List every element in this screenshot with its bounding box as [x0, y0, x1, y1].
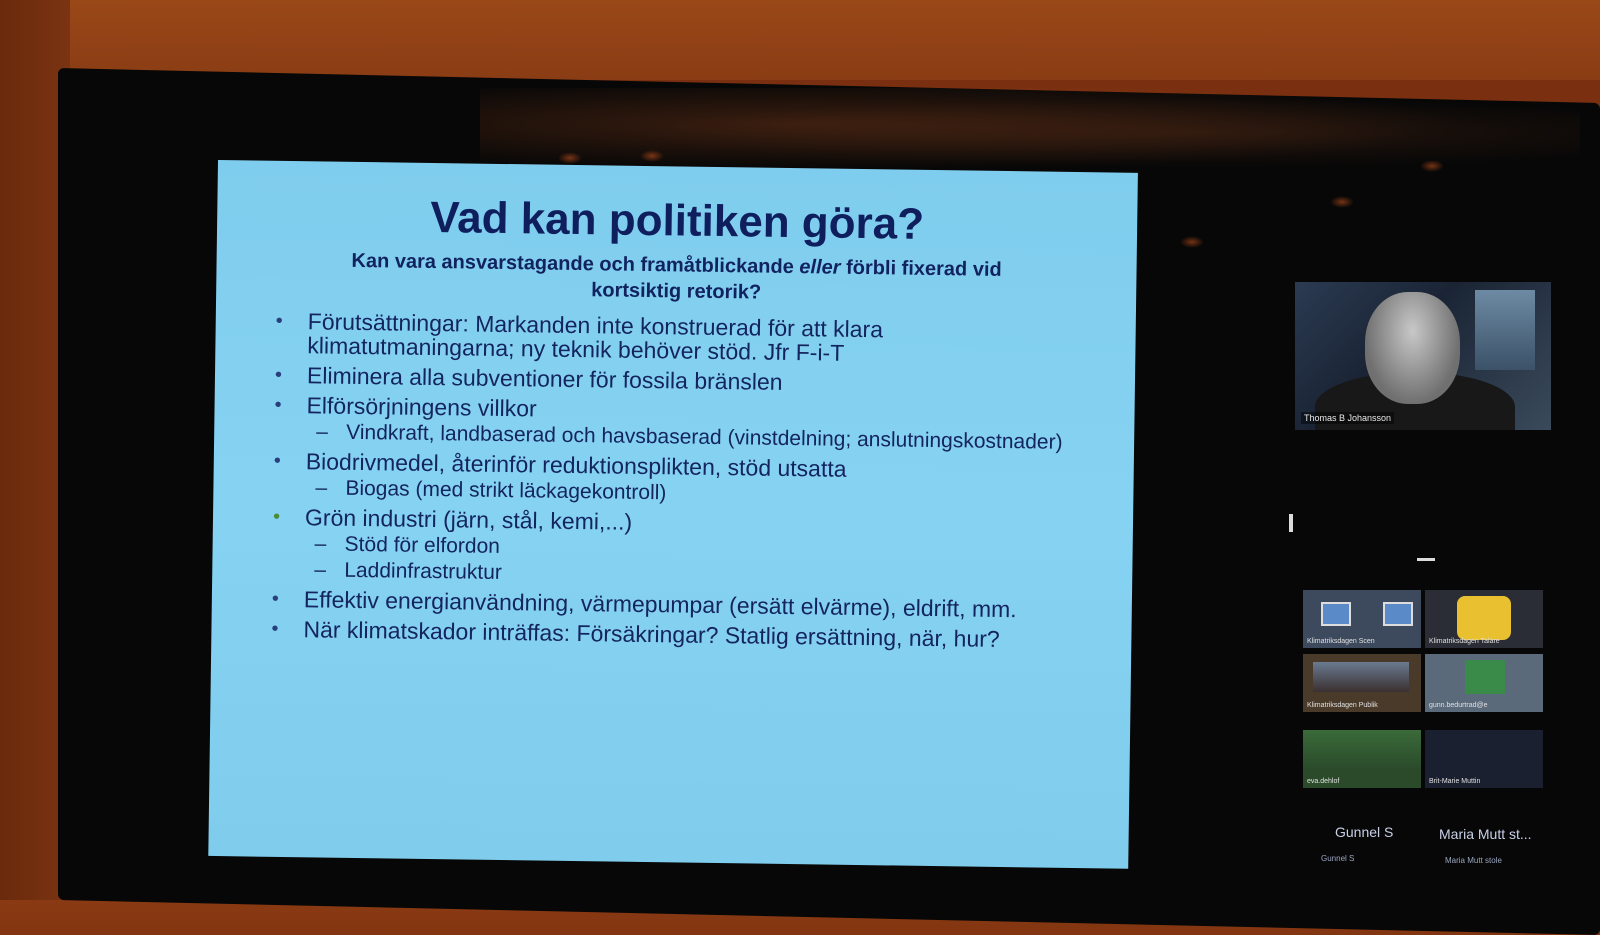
- screen-icon: [1321, 602, 1351, 626]
- bullet-list: [271, 309, 1076, 652]
- bullet-text: Biodrivmedel, återinför reduktionsplikten, stöd utsatta: [305, 448, 847, 482]
- speaker-head: [1365, 292, 1460, 404]
- speaker-video[interactable]: [1295, 282, 1551, 430]
- reflection-light: [640, 150, 664, 162]
- presentation-slide: [208, 160, 1138, 869]
- sub-bullet-item: – Laddinfrastruktur: [304, 559, 1072, 592]
- logo-icon: [1457, 596, 1511, 640]
- bullet-item: • Effektiv energianvändning, värmepumpar (ersätt elvärme), eldrift, mm.: [272, 587, 1072, 622]
- bullet-item: [272, 505, 1073, 592]
- participant-name: gunn.bedurtrad@e: [1429, 702, 1488, 709]
- bullet-item: • Eliminera alla subventioner för fossila bränslen: [275, 363, 1075, 398]
- participant-thumb[interactable]: [1425, 654, 1543, 712]
- participant-thumb[interactable]: [1303, 730, 1421, 788]
- background-window: [1475, 290, 1535, 370]
- reflection-light: [1330, 196, 1354, 208]
- ui-mark: [1417, 558, 1435, 561]
- audience-image: [1313, 662, 1409, 692]
- wall-top: [0, 0, 1600, 80]
- sub-bullet-item: – Biogas (med strikt läckagekontroll): [305, 477, 1073, 510]
- garden-image: [1303, 730, 1421, 770]
- person-image: [1465, 660, 1505, 694]
- participant-name: eva.dehlof: [1307, 778, 1340, 785]
- subtitle-part: Kan vara ansvarstagande och framåtblickande: [351, 249, 800, 279]
- subtitle-part: förbli fixerad vid kortsiktig retorik?: [591, 256, 1002, 304]
- bullet-item: [273, 449, 1074, 510]
- participant-label: Maria Mutt st...: [1439, 826, 1532, 842]
- participant-name: Brit-Marie Muttin: [1429, 778, 1481, 785]
- participant-name: Klimatriksdagen Publik: [1307, 702, 1378, 709]
- speaker-name: Thomas B Johansson: [1301, 412, 1394, 424]
- bullet-item: • Förutsättningar: Markanden inte konstruerad för att klara klimatutmaningarna; ny teknik behöver stöd. Jfr F-i-T: [275, 309, 1076, 368]
- participant-name: Klimatriksdagen Scen: [1307, 638, 1375, 645]
- participant-sublabel: Gunnel S: [1321, 854, 1355, 863]
- bullet-item: [274, 393, 1075, 454]
- sub-bullet-list: [304, 533, 1073, 592]
- screen-reflection: [480, 88, 1580, 178]
- reflection-light: [1180, 236, 1204, 248]
- participant-name: Klimatriksdagen Talare: [1429, 638, 1500, 645]
- bullet-text: Grön industri (järn, stål, kemi,...): [304, 504, 633, 535]
- slide-title: Vad kan politiken göra?: [429, 192, 925, 249]
- participant-thumb[interactable]: [1425, 590, 1543, 648]
- participants-panel: [1295, 282, 1555, 882]
- participant-thumb[interactable]: [1425, 730, 1543, 788]
- bullet-text: Elförsörjningens villkor: [306, 392, 537, 422]
- reflection-light: [558, 152, 582, 164]
- reflection-light: [1420, 160, 1444, 172]
- participant-thumb[interactable]: [1303, 654, 1421, 712]
- participant-label: Gunnel S: [1335, 824, 1394, 840]
- ui-mark: [1289, 514, 1293, 532]
- sub-bullet-item: – Stöd för elfordon: [304, 533, 1072, 566]
- slide-subtitle: [316, 247, 1037, 309]
- participant-sublabel: Maria Mutt stole: [1445, 856, 1502, 865]
- participant-thumb[interactable]: [1303, 590, 1421, 648]
- bullet-item: • När klimatskador inträffas: Försäkringar? Statlig ersättning, när, hur?: [271, 617, 1071, 652]
- screen-icon: [1383, 602, 1413, 626]
- sub-bullet-item: – Vindkraft, landbaserad och havsbaserad (vinstdelning; anslutningskostnader): [306, 421, 1074, 454]
- subtitle-emphasis: eller: [799, 256, 841, 279]
